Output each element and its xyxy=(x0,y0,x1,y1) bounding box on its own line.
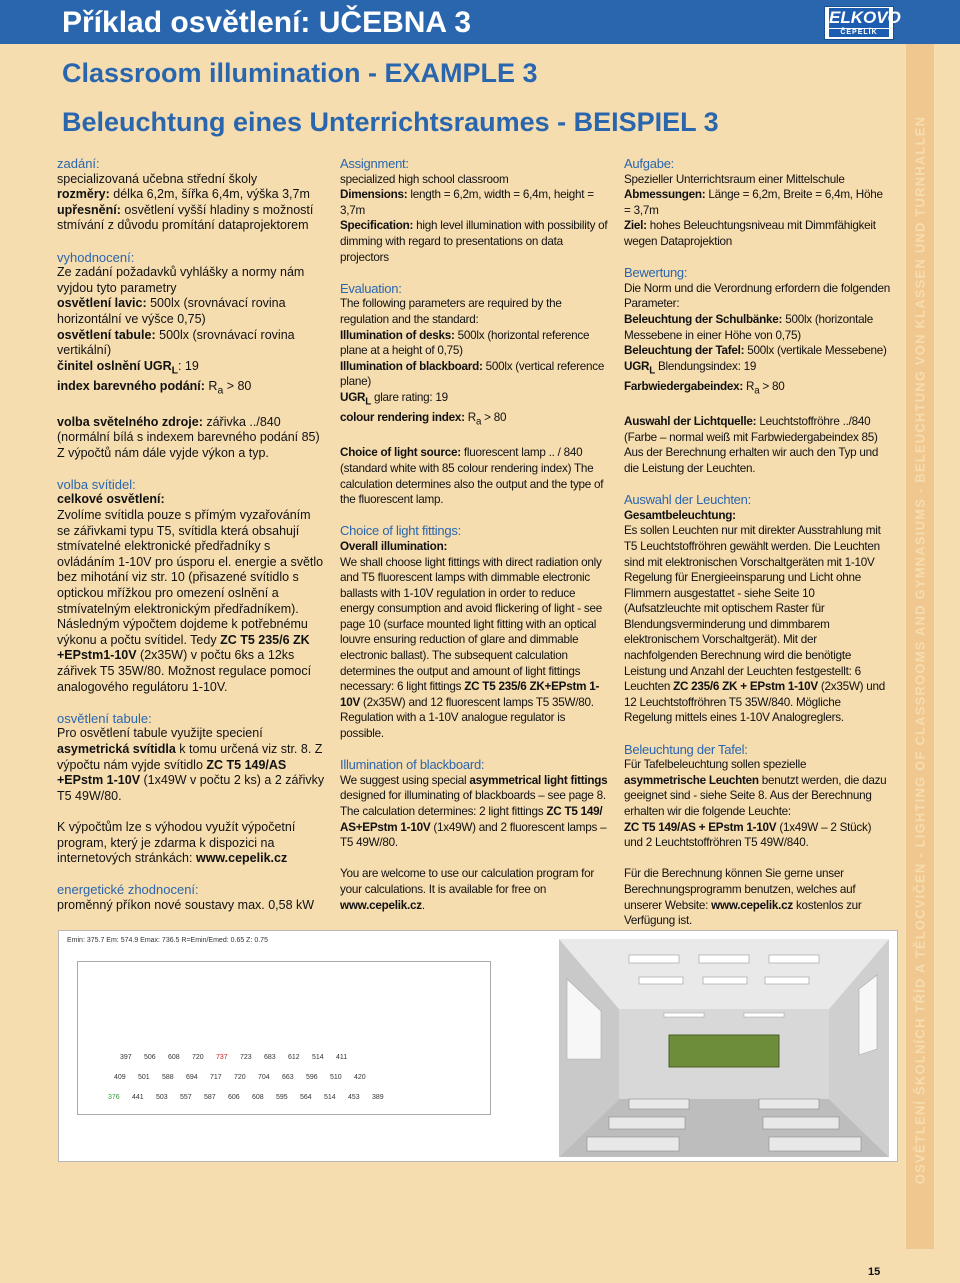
illuminance-value: 608 xyxy=(168,1054,180,1061)
illuminance-value: 409 xyxy=(114,1074,126,1081)
illuminance-value: 723 xyxy=(240,1054,252,1061)
illuminance-value: 608 xyxy=(252,1094,264,1101)
illuminance-value: 514 xyxy=(312,1054,324,1061)
header-bar xyxy=(0,0,960,44)
illuminance-value: 389 xyxy=(372,1094,384,1101)
column-english xyxy=(340,156,608,960)
para-tafel-leuchten: Für Tafelbeleuchtung sollen spezielle asymmetrische Leuchten benutzt werden, die dazu geeignet sind - siehe Seite 8. Aus der Berechnung erhalten wir die folgende Leuchte: ZC T5 149/AS + EPstm 1-10V (1x49W – 2 Stück) und 2 Leuchtstoffröhren T5 49W/840. xyxy=(624,758,887,850)
lighting-calculation-figure xyxy=(58,930,898,1162)
para-rozmery: rozměry: délka 6,2m, šířka 6,4m, výška 3,7m xyxy=(57,187,310,202)
heading-vyhodnoceni: vyhodnocení: xyxy=(57,249,135,265)
illuminance-value: 420 xyxy=(354,1074,366,1081)
heading-zadani: zadání: xyxy=(57,156,100,171)
illuminance-value: 595 xyxy=(276,1094,288,1101)
illuminance-value: 514 xyxy=(324,1094,336,1101)
page-title: Příklad osvětlení: UČEBNA 3 xyxy=(62,6,471,39)
illuminance-value: 411 xyxy=(336,1054,348,1061)
side-strip-text: OSVĚTLENÍ ŠKOLNÍCH TŘÍD A TĚLOCVIČEN - LIGHTING OF CLASSROOMS AND GYMNASIUMS - BELEUCHTUNG VON KLASSEN UND TURNHALLEN xyxy=(912,115,928,1185)
para-tabule: osvětlení tabule: 500lx (srovnávací rovina vertikální) xyxy=(57,327,295,358)
illuminance-value: 596 xyxy=(306,1074,318,1081)
para-calc: Für die Berechnung können Sie gerne unser Berechnungsprogramm benutzen, welches auf unserer Website: www.cepelik.cz kostenlos zur Verfügung ist. xyxy=(624,867,862,928)
ceiling-light xyxy=(699,955,749,963)
para-ugr: činitel oslnění $UGR_L$: 19 xyxy=(57,358,199,377)
illuminance-value: 720 xyxy=(192,1054,204,1061)
para-ugr: $UGR_L$ glare rating: 19 xyxy=(340,390,448,408)
ceiling-light xyxy=(703,977,747,984)
desk xyxy=(769,1137,861,1151)
heading-energ: energetické zhodnocení: xyxy=(57,882,199,898)
text-assignment: specialized high school classroom xyxy=(340,172,509,186)
heading-fittings: Choice of light fittings: xyxy=(340,523,461,539)
para-farb: Farbwiedergabeindex: $R_a > 80$ xyxy=(624,379,785,396)
illuminance-value: 503 xyxy=(156,1094,168,1101)
illuminance-value: 441 xyxy=(132,1094,144,1101)
label-gesamt: Gesamtbeleuchtung: xyxy=(624,508,736,522)
illuminance-value: 612 xyxy=(288,1054,300,1061)
heading-tabule: osvětlení tabule: xyxy=(57,710,152,726)
heading-evaluation: Evaluation: xyxy=(340,280,402,296)
para-vypocet: K výpočtům lze s výhodou využít výpočetní program, který je zdarma k dispozici na internetových stránkách: www.cepelik.cz xyxy=(57,819,296,866)
para-lichtquelle: Auswahl der Lichtquelle: Leuchtstoffröhre ../840 (Farbe – normal weiß mit Farbwiedergabeindex 85) Aus der Berechnung erhalten wir auch den Typ und die Leistung der Leuchten. xyxy=(624,415,879,475)
illuminance-value: 588 xyxy=(162,1074,174,1081)
heading-svitidel: volba svítidel: xyxy=(57,476,136,492)
para-zdroj: volba světelného zdroje: zářivka ../840 (normální bílá s indexem barevného podání 85) Z výpočtů nám dále vyjde výkon a typ. xyxy=(57,414,320,460)
para-calc: You are welcome to use our calculation program for your calculations. It is available for free on www.cepelik.cz. xyxy=(340,867,595,912)
blackboard-light xyxy=(664,1013,704,1017)
column-czech xyxy=(57,156,325,914)
column-german xyxy=(624,156,891,976)
para-lavic: osvětlení lavic: 500lx (srovnávací rovina horizontální ve výšce 0,75) xyxy=(57,296,286,326)
illuminance-value: 737 xyxy=(216,1054,228,1061)
para-tafel: Beleuchtung der Tafel: 500lx (vertikale Messebene) xyxy=(624,344,887,358)
text-energ: proměnný příkon nové soustavy max. 0,58 kW xyxy=(57,897,315,912)
label-celkove: celkové osvětlení: xyxy=(57,492,165,507)
ceiling-light xyxy=(629,955,679,963)
illuminance-grid xyxy=(77,961,491,1115)
para-dimensions: Dimensions: length = 6,2m, width = 6,4m, height = 3,7m xyxy=(340,188,594,217)
illuminance-value: 376 xyxy=(108,1094,120,1101)
classroom-render xyxy=(559,939,889,1157)
illuminance-value: 506 xyxy=(144,1054,156,1061)
para-ugr: $UGR_L$ Blendungsindex: 19 xyxy=(624,359,757,377)
para-ra: index barevného podání: $R_a > 80$ xyxy=(57,378,252,397)
para-schulbaenke: Beleuchtung der Schulbänke: 500lx (horizontale Messebene in einer Höhe von 0,75) xyxy=(624,312,873,342)
para-overall: We shall choose light fittings with direct radiation only and T5 fluorescent lamps with dimmable electronic ballasts with 1-10V regulation in order to reduce energy consumption and avoid flickering of light - see page 10 (surface mounted light fitting with an optical louvre ensuring reduction of glare and dimmable electronic ballast). The subsequent calculation determines the output and amount of light fittings necessary: 6 light fittings ZC T5 235/6 ZK+EPstm 1-10V (2x35W) and 12 fluorescent lamps T5 35W/80. Regulation with a 1-10V analogue regulator is possible. xyxy=(340,555,602,741)
illuminance-value: 717 xyxy=(210,1074,222,1081)
illuminance-value: 397 xyxy=(120,1054,132,1061)
illuminance-value: 606 xyxy=(228,1094,240,1101)
elkovo-logo xyxy=(824,6,901,40)
illuminance-value: 683 xyxy=(264,1054,276,1061)
illuminance-value: 510 xyxy=(330,1074,342,1081)
illuminance-value: 557 xyxy=(180,1094,192,1101)
illuminance-value: 564 xyxy=(300,1094,312,1101)
blackboard xyxy=(669,1035,779,1067)
illuminance-value: 720 xyxy=(234,1074,246,1081)
heading-aufgabe: Aufgabe: xyxy=(624,156,675,171)
para-cri: colour rendering index: $R_a > 80$ xyxy=(340,410,507,428)
heading-tafel: Beleuchtung der Tafel: xyxy=(624,741,748,757)
para-blackboard: Illumination of blackboard: 500lx (vertical reference plane) xyxy=(340,359,605,389)
text-zadani: specializovaná učebna střední školy xyxy=(57,171,258,186)
desk xyxy=(587,1137,679,1151)
illuminance-value: 694 xyxy=(186,1074,198,1081)
ceiling-light xyxy=(765,977,809,984)
para-ziel: Ziel: hohes Beleuchtungsniveau mit Dimmfähigkeit wegen Dataprojektion xyxy=(624,219,876,248)
window xyxy=(859,975,877,1055)
desk xyxy=(629,1099,689,1109)
para-specification: Specification: high level illumination with possibility of dimming with regard to presentations on data projectors xyxy=(340,219,608,264)
para-tabule-svitidla: Pro osvětlení tabule využijte speciení asymetrická svítidla k tomu určená viz str. 8. Z výpočtu nám vyjde svítidlo ZC T5 149/AS +EPstm 1-10V (1x49W v počtu 2 ks) a 2 zářivky T5 49W/80. xyxy=(57,726,325,803)
para-abmessungen: Abmessungen: Länge = 6,2m, Breite = 6,4m, Höhe = 3,7m xyxy=(624,188,883,217)
text-bewertung: Die Norm und die Verordnung erfordern die folgenden Parameter: xyxy=(624,281,890,311)
para-celkove: Zvolíme svítidla pouze s přímým vyzařováním se zářivkami typu T5, svítidla která obsahují stmívatelné elektronické předřadníky s ovládáním 1-10V pro úsporu el. energie a světlo bez mihotání viz str. 10 (přisazené svítidlo s optickou mřížkou pro omezení oslnění a stmívatelným elektronickým předřadníkem). Následným výpočtem dojdeme k potřebnému výkonu a počtu svítidel. Tedy ZC T5 235/6 ZK +EPstm1-10V (2x35W) v počtu 6ks a 12ks zářivek T5 35W/80. Možnost regulace pomocí analogového regulátoru 1-10V. xyxy=(57,508,324,694)
heading-bewertung: Bewertung: xyxy=(624,265,688,281)
para-upresneni: upřesnění: osvětlení vyšší hladiny s možností stmívání z důvodu promítání dataprojektorem xyxy=(57,202,314,233)
logo-bottom-text: ČEPELÍK xyxy=(829,29,889,37)
page-number: 15 xyxy=(868,1266,881,1278)
illuminance-value: 704 xyxy=(258,1074,270,1081)
ceiling-light xyxy=(639,977,683,984)
para-blackboard-fittings: We suggest using special asymmetrical light fittings designed for illuminating of blackboards – see page 8. The calculation determines: 2 light fittings ZC T5 149/ AS+EPstm 1-10V (1x49W) and 2 fluorescent lamps – T5 49W/80. xyxy=(340,773,608,850)
text-evaluation: The following parameters are required by the regulation and the standard: xyxy=(340,297,562,326)
label-overall: Overall illumination: xyxy=(340,539,448,553)
para-desks: Illumination of desks: 500lx (horizontal reference plane at a height of 0,75) xyxy=(340,328,590,358)
blackboard-light xyxy=(744,1013,784,1017)
heading-assignment: Assignment: xyxy=(340,156,409,171)
text-aufgabe: Spezieller Unterrichtsraum einer Mittelschule xyxy=(624,172,845,186)
subtitle-english: Classroom illumination - EXAMPLE 3 xyxy=(62,58,538,88)
illuminance-value: 663 xyxy=(282,1074,294,1081)
subtitle-german: Beleuchtung eines Unterrichtsraumes - BEISPIEL 3 xyxy=(62,107,719,137)
illuminance-value: 587 xyxy=(204,1094,216,1101)
illuminance-value: 501 xyxy=(138,1074,150,1081)
text-vyhodnoceni: Ze zadání požadavků vyhlášky a normy nám vyjdou tyto parametry xyxy=(57,265,305,295)
heading-blackboard: Illumination of blackboard: xyxy=(340,757,485,773)
desk xyxy=(763,1117,839,1129)
heading-leuchten: Auswahl der Leuchten: xyxy=(624,492,752,508)
desk xyxy=(609,1117,685,1129)
para-source: Choice of light source: fluorescent lamp .. / 840 (standard white with 85 colour rendering index) The calculation determines also the output and the type of the fluorescent lamp. xyxy=(340,446,604,507)
illuminance-value: 453 xyxy=(348,1094,360,1101)
desk xyxy=(759,1099,819,1109)
para-gesamt: Es sollen Leuchten nur mit direkter Ausstrahlung mit T5 Leuchtstoffröhren gewählt werden. Die Leuchten sind mit elektronischen Vorschaltgeräten mit 1-10V Regelung für Energieeinsparung und Licht ohne Flimmern ausgestattet - siehe Seite 10 (Aufsatzleuchte mit optischem Raster für Blendungsverminderung und dimmbarem elektronischem Vorschaltgerät). Mit der nachfolgenden Berechnung wird die benötigte Leistung und Anzahl der Leuchten festgestellt: 6 Leuchten ZC 235/6 ZK + EPstm 1-10V (2x35W) und 12 Leuchtstoffröhren T5 35W/840. Mögliche Regelung mittels eines 1-10V Analogreglers. xyxy=(624,524,886,725)
ceiling-light xyxy=(769,955,819,963)
logo-top-text: ELKOVO xyxy=(829,8,901,27)
calc-stats: Emin: 375.7 Em: 574.9 Emax: 736.5 R=Emin/Emed: 0.65 Z: 0.75 xyxy=(67,937,268,944)
